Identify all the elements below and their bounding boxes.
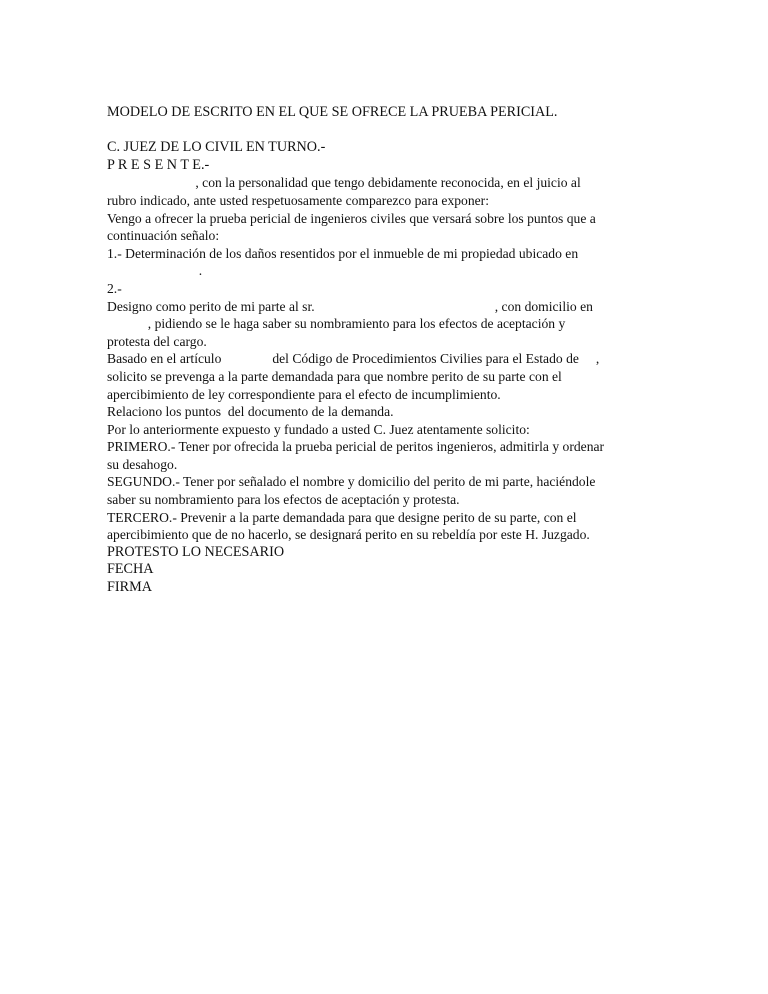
body-line: apercibimiento de ley correspondiente para el efecto de incumplimiento. <box>107 386 501 402</box>
articulo-line: Basado en el artículo del Código de Procedimientos Civilies para el Estado de , <box>107 351 600 367</box>
body-line: solicito se prevenga a la parte demandada para que nombre perito de su parte con el <box>107 368 562 384</box>
tercero-line: TERCERO.- Prevenir a la parte demandada para que designe perito de su parte, con el <box>107 509 577 525</box>
protesto-line: PROTESTO LO NECESARIO <box>107 543 285 560</box>
body-line: rubro indicado, ante usted respetuosamente comparezco para exponer: <box>107 192 489 208</box>
body-line: Por lo anteriormente expuesto y fundado a usted C. Juez atentamente solicito: <box>107 421 530 437</box>
body-line: . <box>107 263 203 279</box>
body-line: Vengo a ofrecer la prueba pericial de ingenieros civiles que versará sobre los puntos que a <box>107 210 596 226</box>
segundo-line: SEGUNDO.- Tener por señalado el nombre y domicilio del perito de mi parte, haciéndole <box>107 474 596 490</box>
body-line: su desahogo. <box>107 456 178 472</box>
body-line: Relaciono los puntos del documento de la demanda. <box>107 404 394 420</box>
body-line: continuación señalo: <box>107 228 220 244</box>
body-line: , con la personalidad que tengo debidamente reconocida, en el juicio al <box>107 175 581 191</box>
addressee-line: C. JUEZ DE LO CIVIL EN TURNO.- <box>107 139 326 156</box>
fecha-line: FECHA <box>107 561 154 578</box>
presente-line: P R E S E N T E.- <box>107 156 210 173</box>
document-body <box>107 104 655 597</box>
body-line: protesta del cargo. <box>107 333 207 349</box>
blank-line <box>107 122 655 140</box>
point-1-line: 1.- Determinación de los daños resentidos por el inmueble de mi propiedad ubicado en <box>107 245 579 261</box>
body-line: apercibimiento que de no hacerlo, se designará perito en su rebeldía por este H. Juzgado. <box>107 527 590 543</box>
body-line: , pidiendo se le haga saber su nombramiento para los efectos de aceptación y <box>107 316 566 332</box>
point-2-line: 2.- <box>107 280 122 296</box>
primero-line: PRIMERO.- Tener por ofrecida la prueba pericial de peritos ingenieros, admitirla y ordenar <box>107 439 605 455</box>
firma-line: FIRMA <box>107 579 152 596</box>
perito-line: Designo como perito de mi parte al sr. , con domicilio en <box>107 298 593 314</box>
document-title: MODELO DE ESCRITO EN EL QUE SE OFRECE LA PRUEBA PERICIAL. <box>107 104 558 120</box>
body-line: saber su nombramiento para los efectos de aceptación y protesta. <box>107 492 460 508</box>
